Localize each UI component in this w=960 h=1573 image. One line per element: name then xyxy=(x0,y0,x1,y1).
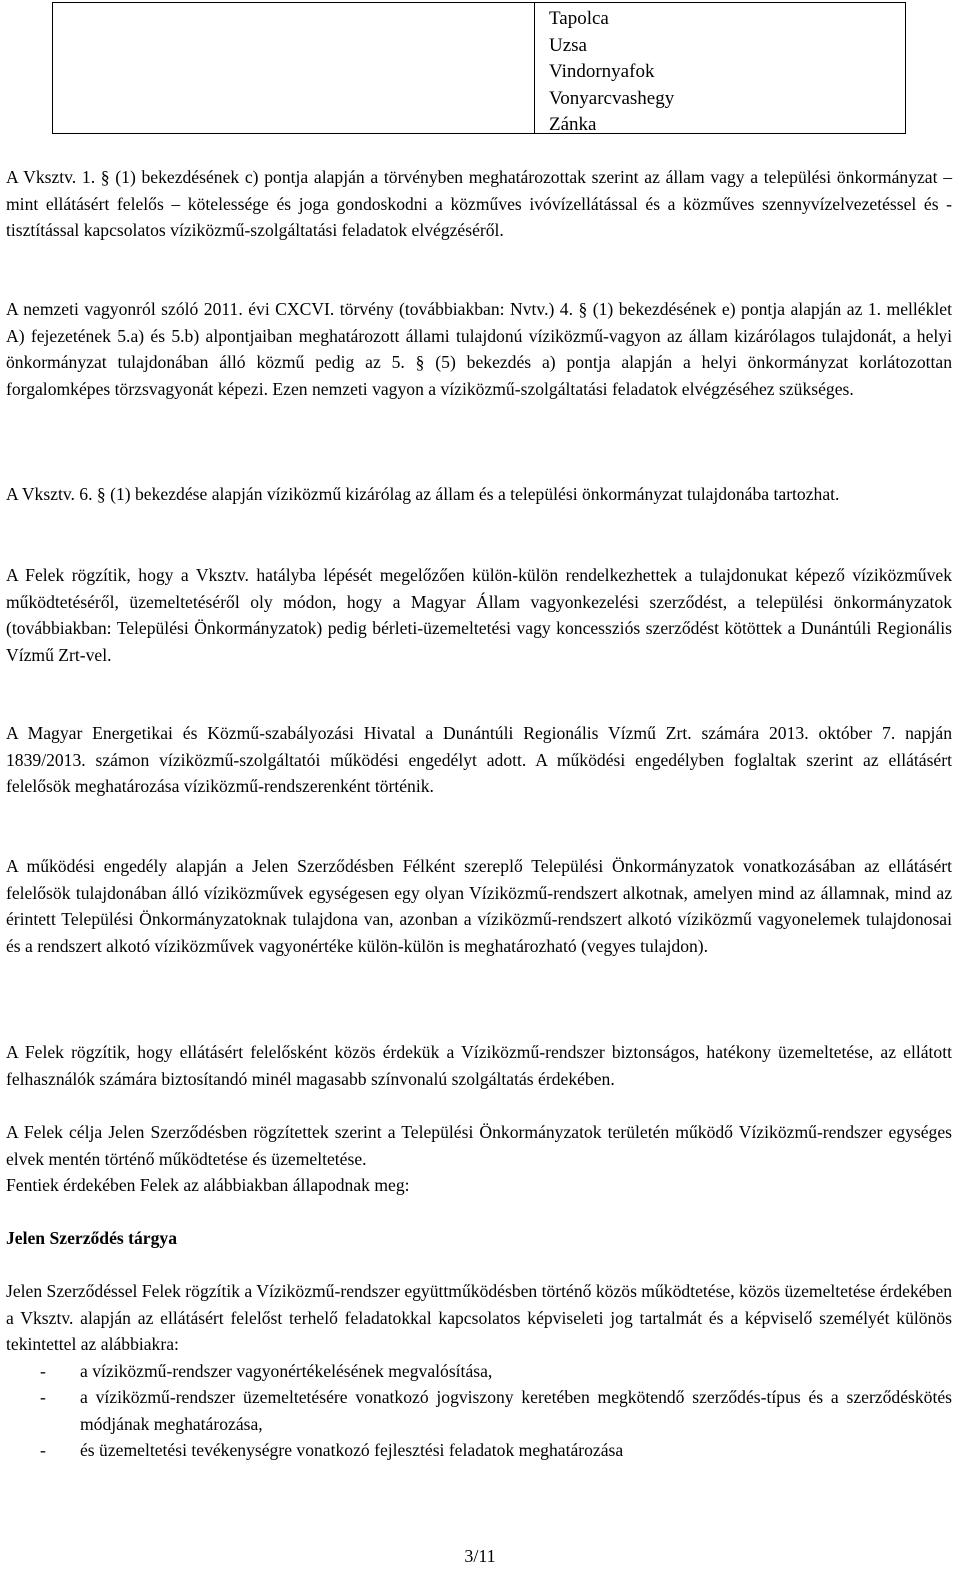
list-dash: - xyxy=(40,1361,46,1381)
list-item-text: és üzemeltetési tevékenységre vonatkozó fejlesztési feladatok meghatározása xyxy=(80,1440,624,1460)
paragraph-fentiek: Fentiek érdekében Felek az alábbiakban állapodnak meg: xyxy=(6,1175,410,1195)
towns-list xyxy=(549,6,674,139)
list-dash: - xyxy=(40,1440,46,1460)
section-heading: Jelen Szerződés tárgya xyxy=(6,1228,177,1248)
paragraph-kozos-erdek: A Felek rögzítik, hogy ellátásért felelősként közös érdekük a Víziközmű-rendszer biztonságos, hatékony üzemeltetése, az ellátott felhasználók számára biztosítandó minél magasabb színvonalú szolgáltatás érdekében. xyxy=(6,1042,952,1089)
town-name: Tapolca xyxy=(549,8,609,29)
list-dash: - xyxy=(40,1387,46,1407)
paragraph-felek-rogzitik: A Felek rögzítik, hogy a Vksztv. hatályba lépését megelőzően külön-külön rendelkezhettek a tulajdonukat képező víziközművek működtetéséről, üzemeltetéséről oly módon, hogy a Magyar Állam vagyonkezelési szerződést, a települési önkormányzatok (továbbiakban: Települési Önkormányzatok) pedig bérleti-üzemeltetési vagy koncessziós szerződést kötöttek a Dunántúli Regionális Vízmű Zrt-vel. xyxy=(6,565,952,665)
town-name: Zánka xyxy=(549,114,597,135)
list-item-text: a víziközmű-rendszer üzemeltetésére vonatkozó jogviszony keretében megkötendő szerződés-típus és a szerződéskötés módjának meghatározása, xyxy=(80,1387,952,1434)
paragraph-vksztv-1: A Vksztv. 1. § (1) bekezdésének c) pontja alapján a törvényben meghatározottak szerint az állam vagy a települési önkormányzat – mint ellátásért felelős – kötelessége és joga gondoskodni a közműves ivóvízellátással és a közműves szennyvízelvezetéssel és -tisztítással kapcsolatos víziközmű-szolgáltatási feladatok elvégzéséről. xyxy=(6,167,952,240)
town-name: Vindornyafok xyxy=(549,61,655,82)
paragraph-mukodesi-engedely: A működési engedély alapján a Jelen Szerződésben Félként szereplő Települési Önkormányzatok vonatkozásában az ellátásért felelősök tulajdonában álló víziközművek egységesen egy olyan Víziközmű-rendszert alkotnak, amelyen mind az államnak, mind az érintett Települési Önkormányzatoknak tulajdona van, azonban a víziközmű-rendszert alkotó víziközmű vagyonelemek tulajdonosai és a rendszert alkotó víziközművek vagyonértéke külön-külön is meghatározható (vegyes tulajdon). xyxy=(6,856,952,956)
paragraph-vksztv-6: A Vksztv. 6. § (1) bekezdése alapján víziközmű kizárólag az állam és a települési önkormányzat tulajdonába tartozhat. xyxy=(6,484,840,504)
paragraph-nvtv: A nemzeti vagyonról szóló 2011. évi CXCVI. törvény (továbbiakban: Nvtv.) 4. § (1) bekezdésének e) pontja alapján az 1. melléklet A) fejezetének 5.a) és 5.b) alpontjaiban meghatározott állami tulajdonú víziközmű-vagyon az állam kizárólagos tulajdonát, a helyi önkormányzat tulajdonában álló közmű pedig az 5. § (5) bekezdés a) pontja alapján a helyi önkormányzat korlátozottan forgalomképes törzsvagyonát képezi. Ezen nemzeti vagyon a víziközmű-szolgáltatási feladatok elvégzéséhez szükséges. xyxy=(6,299,952,399)
page-number: 3/11 xyxy=(464,1546,496,1566)
list-item-text: a víziközmű-rendszer vagyonértékelésének megvalósítása, xyxy=(80,1361,493,1381)
town-name: Uzsa xyxy=(549,34,587,56)
paragraph-felek-celja: A Felek célja Jelen Szerződésben rögzítettek szerint a Települési Önkormányzatok területén működő Víziközmű-rendszer egységes elvek mentén történő működtetése és üzemeltetése. xyxy=(6,1122,952,1169)
towns-table xyxy=(52,2,906,134)
paragraph-hivatal: A Magyar Energetikai és Közmű-szabályozási Hivatal a Dunántúli Regionális Vízmű Zrt. számára 2013. október 7. napján 1839/2013. számon víziközmű-szolgáltatói működési engedélyt adott. A működési engedélyben foglaltak szerint az ellátásért felelősök meghatározása víziközmű-rendszerenként történik. xyxy=(6,723,952,796)
paragraph-szerzodes-targya: Jelen Szerződéssel Felek rögzítik a Víziközmű-rendszer együttműködésben történő közös működtetése, közös üzemeltetése érdekében a Vksztv. alapján az ellátásért felelőst terhelő feladatokkal kapcsolatos képviseleti jog tartalmát és a képviselő személyét különös tekintettel az alábbiakra: xyxy=(6,1281,952,1354)
town-name: Vonyarcvashegy xyxy=(549,87,675,109)
table-divider xyxy=(534,3,535,133)
